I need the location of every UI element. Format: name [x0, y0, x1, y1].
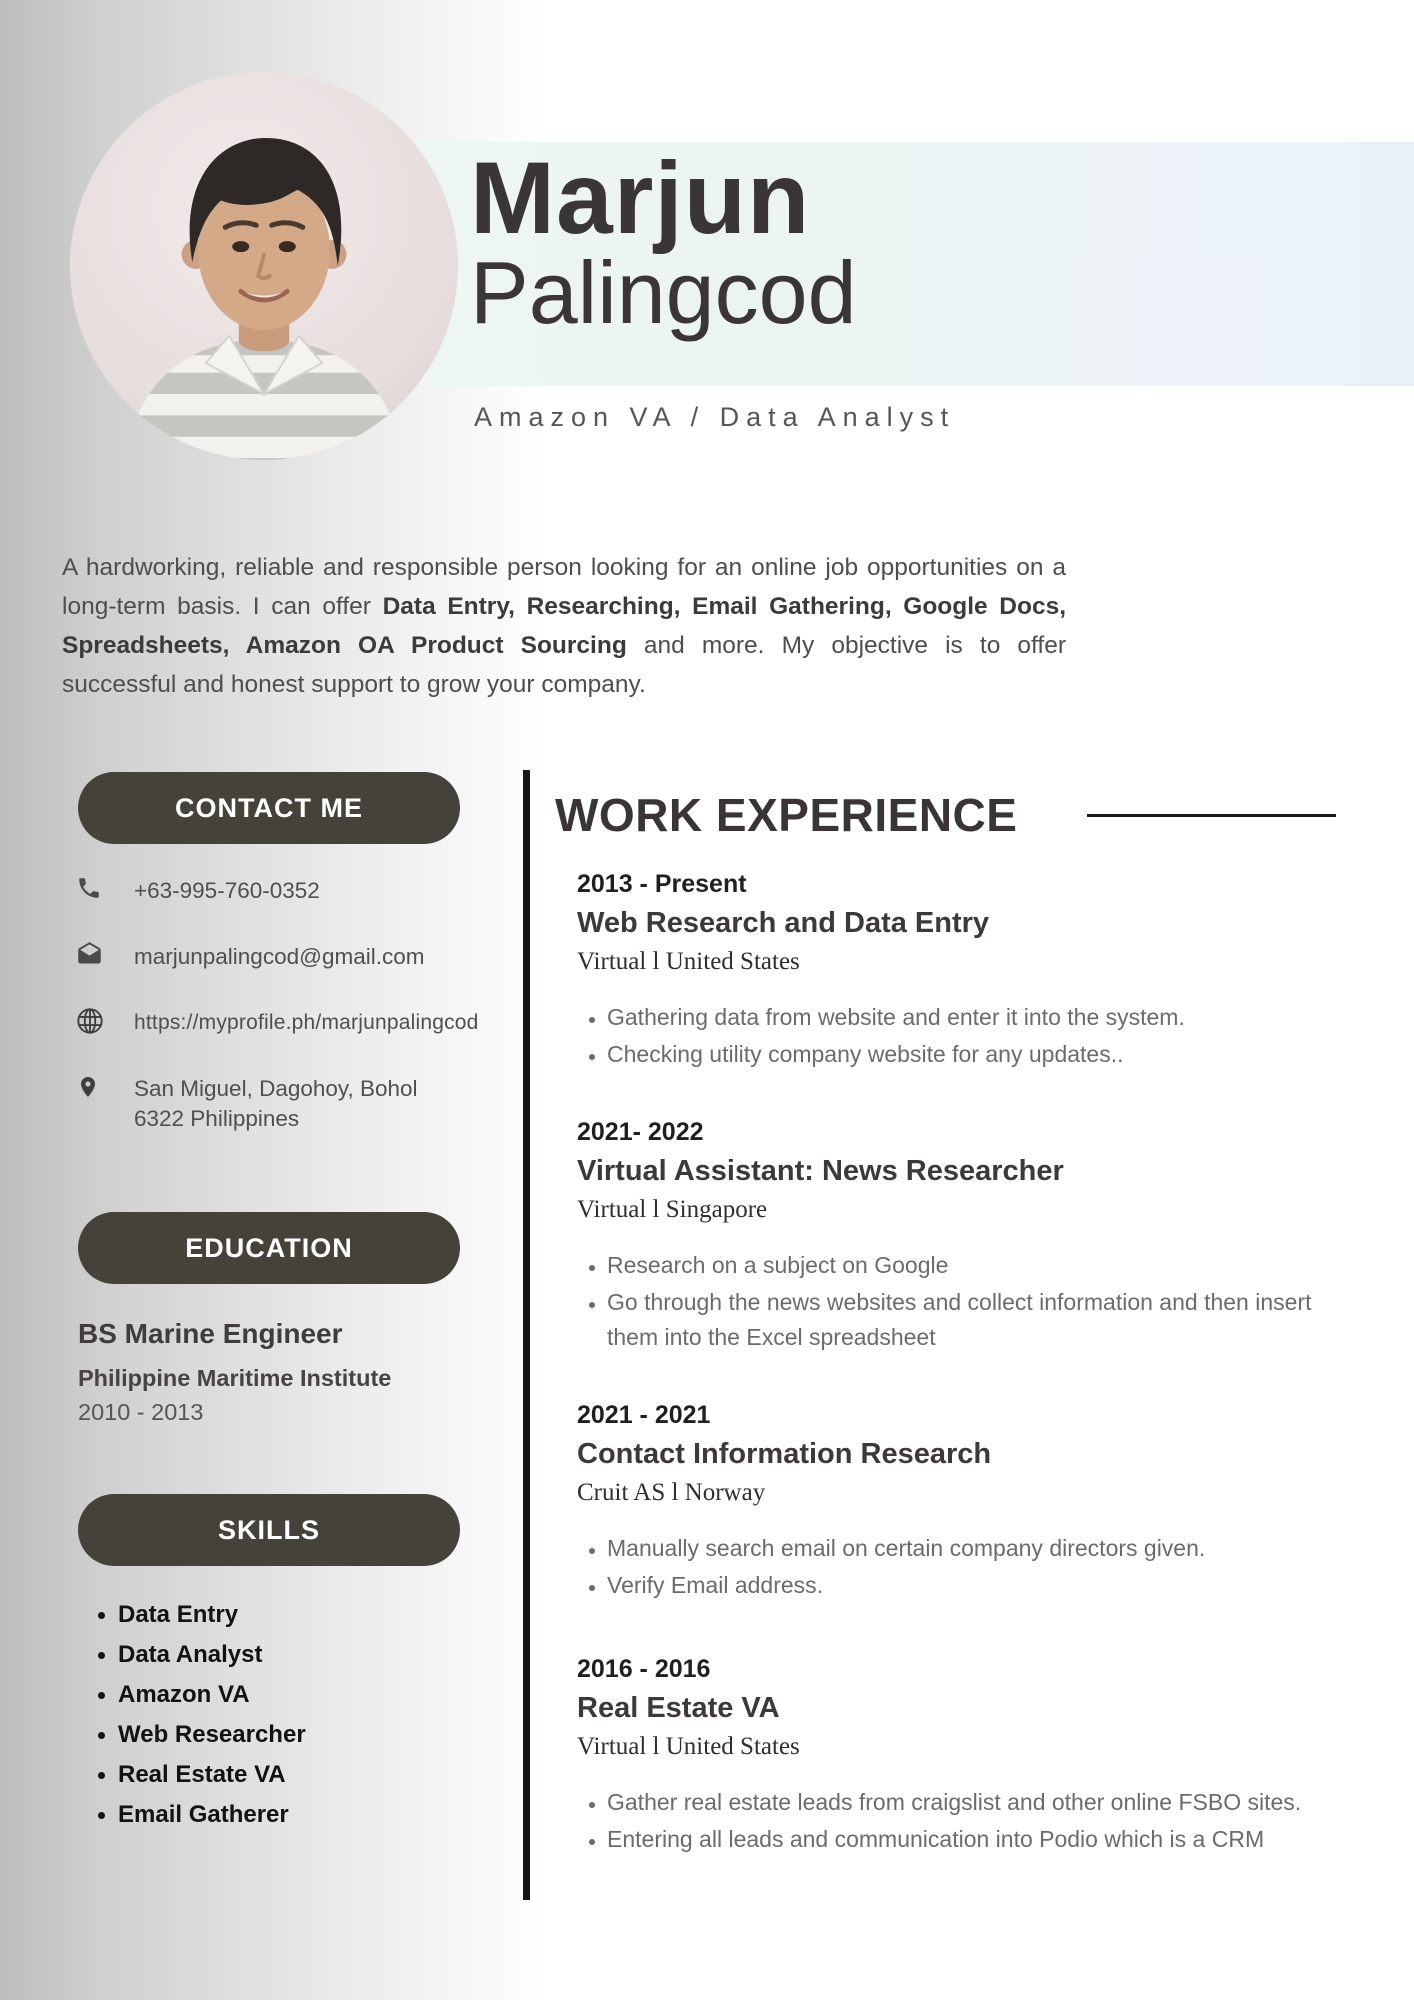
job-location: Virtual l United States [577, 1733, 800, 1760]
address-line1: San Miguel, Dagohoy, Bohol [134, 1076, 418, 1101]
website-row[interactable] [62, 1006, 486, 1038]
job-bullet: • Manually search email on certain company directors given. [607, 1531, 1337, 1566]
phone-row [62, 874, 486, 906]
job-bullet: • Gathering data from website and enter it into the system. [607, 1000, 1337, 1035]
summary-paragraph [62, 548, 1066, 704]
work-experience-header [555, 788, 1368, 842]
phone-number: +63-995-760-0352 [134, 878, 320, 903]
skill-item: • Real Estate VA [118, 1762, 486, 1788]
website-url[interactable]: https://myprofile.ph/marjunpalingcod [134, 1011, 479, 1034]
job-dates: 2021- 2022 [577, 1118, 704, 1146]
address-line2: 6322 Philippines [134, 1106, 300, 1131]
job-bullet: • Verify Email address. [607, 1568, 1337, 1603]
skills-list [62, 1602, 486, 1828]
contact-section [62, 772, 486, 1134]
job-bullet: • Gather real estate leads from craigslist and other online FSBO sites. [607, 1785, 1337, 1820]
address-row [62, 1072, 486, 1134]
work-experience-title: WORK EXPERIENCE [555, 789, 1018, 841]
job-title: Real Estate VA [577, 1692, 780, 1724]
email-address[interactable]: marjunpalingcod@gmail.com [134, 944, 425, 969]
summary-part2: and more. My objective is to offer successful and honest support to grow your company. [62, 632, 1066, 698]
job-bullets [577, 1000, 1337, 1072]
job-title: Contact Information Research [577, 1438, 992, 1470]
profile-photo [70, 72, 458, 460]
job-entry [577, 1401, 1368, 1603]
header-divider-line [1087, 814, 1336, 817]
contact-rows [62, 874, 486, 1134]
job-bullet: • Checking utility company website for any updates.. [607, 1037, 1337, 1072]
education-school: Philippine Maritime Institute [78, 1365, 392, 1391]
globe-icon [76, 1006, 106, 1035]
summary-bold-skills: Data Entry, Researching, Email Gathering, Google Docs, Spreadsheets, Amazon OA Product Sourcing [62, 593, 1067, 659]
work-experience-section [523, 770, 1368, 1900]
job-title: Virtual Assistant: News Researcher [577, 1155, 1064, 1187]
job-dates: 2021 - 2021 [577, 1401, 711, 1429]
education-section [62, 1212, 486, 1426]
skill-item: • Data Entry [118, 1602, 486, 1628]
address-text [134, 1072, 418, 1134]
education-years: 2010 - 2013 [78, 1399, 204, 1425]
job-bullets [577, 1531, 1337, 1603]
skill-item: • Amazon VA [118, 1682, 486, 1708]
location-pin-icon [76, 1072, 106, 1101]
name-block [470, 141, 857, 342]
contact-section-header: CONTACT ME [78, 772, 460, 844]
skill-item: • Email Gatherer [118, 1802, 486, 1828]
education-degree: BS Marine Engineer [78, 1318, 343, 1349]
education-section-header: EDUCATION [78, 1212, 460, 1284]
profile-photo-illustration [70, 72, 458, 460]
job-location: Cruit AS l Norway [577, 1479, 766, 1506]
job-subtitle: Amazon VA / Data Analyst [474, 402, 956, 432]
skills-section-header: SKILLS [78, 1494, 460, 1566]
job-location: Virtual l Singapore [577, 1196, 768, 1223]
skill-item: • Data Analyst [118, 1642, 486, 1668]
last-name: Palingcod [470, 242, 857, 342]
job-entry [577, 1655, 1368, 1857]
job-bullet: • Research on a subject on Google [607, 1248, 1337, 1283]
job-title: Web Research and Data Entry [577, 907, 990, 939]
skill-item: • Web Researcher [118, 1722, 486, 1748]
email-row[interactable] [62, 940, 486, 972]
job-entry [577, 870, 1368, 1072]
job-bullet: • Entering all leads and communication into Podio which is a CRM [607, 1822, 1337, 1857]
first-name: Marjun [470, 141, 811, 255]
job-bullet: • Go through the news websites and collect information and then insert them into the Excel spreadsheet [607, 1285, 1337, 1355]
job-location: Virtual l United States [577, 948, 800, 975]
job-bullets [577, 1248, 1337, 1355]
skills-section [62, 1494, 486, 1842]
job-bullets [577, 1785, 1337, 1857]
job-dates: 2016 - 2016 [577, 1655, 711, 1683]
phone-icon [76, 874, 106, 901]
job-dates: 2013 - Present [577, 870, 747, 898]
job-entry [577, 1118, 1368, 1355]
summary-part1: A hardworking, reliable and responsible person looking for an online job opportunities on a long-term basis. I can offer [62, 554, 1066, 620]
email-icon [76, 940, 106, 968]
